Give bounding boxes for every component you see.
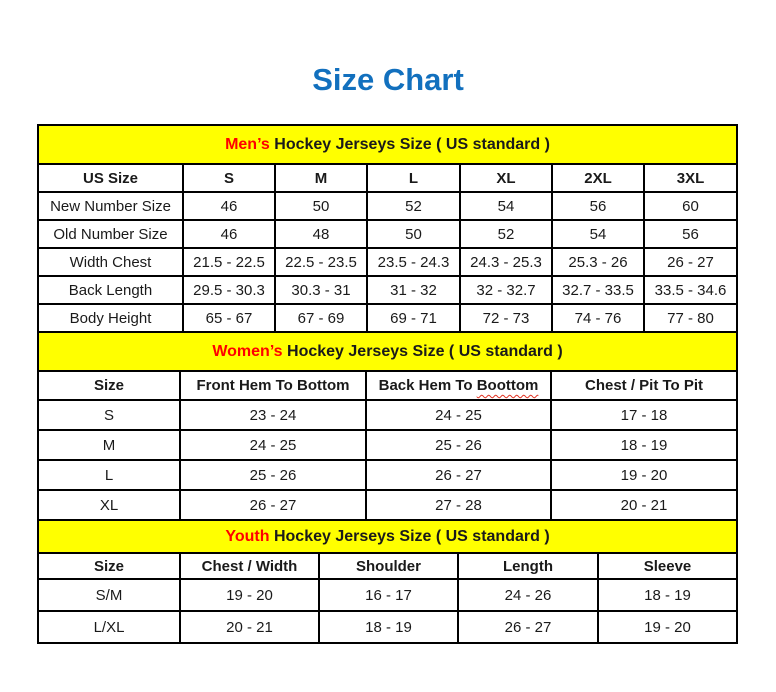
value-cell: 26 - 27 [458, 611, 598, 643]
column-header-cell: L [367, 164, 460, 192]
row-label-cell: S [38, 400, 180, 430]
row-label-cell: L [38, 460, 180, 490]
section-title-highlight: Men’s [225, 135, 270, 153]
value-cell: 16 - 17 [319, 579, 458, 611]
value-cell: 20 - 21 [551, 490, 737, 520]
value-cell: 25 - 26 [180, 460, 366, 490]
table-row [38, 430, 737, 460]
table-row [38, 276, 737, 304]
table-row [38, 579, 737, 611]
section-title-text: Hockey Jerseys Size ( US standard ) [282, 342, 563, 360]
section-title-text: Hockey Jerseys Size ( US standard ) [269, 527, 550, 545]
value-cell: 26 - 27 [644, 248, 737, 276]
column-header-cell: S [183, 164, 275, 192]
column-header-cell: Front Hem To Bottom [180, 371, 366, 400]
value-cell: 69 - 71 [367, 304, 460, 332]
column-header-cell: Chest / Width [180, 553, 319, 579]
column-header-cell: Size [38, 371, 180, 400]
value-cell: 67 - 69 [275, 304, 367, 332]
value-cell: 33.5 - 34.6 [644, 276, 737, 304]
column-header-cell: Shoulder [319, 553, 458, 579]
column-header-cell: XL [460, 164, 552, 192]
table-row [38, 611, 737, 643]
table-row [38, 460, 737, 490]
row-label-cell: Width Chest [38, 248, 183, 276]
value-cell: 29.5 - 30.3 [183, 276, 275, 304]
table-row [38, 248, 737, 276]
value-cell: 52 [460, 220, 552, 248]
value-cell: 46 [183, 192, 275, 220]
column-header-cell: 2XL [552, 164, 644, 192]
value-cell: 72 - 73 [460, 304, 552, 332]
value-cell: 21.5 - 22.5 [183, 248, 275, 276]
section-title-row [38, 332, 737, 371]
value-cell: 23 - 24 [180, 400, 366, 430]
section-title-highlight: Youth [225, 527, 270, 545]
value-cell: 18 - 19 [319, 611, 458, 643]
size-chart [37, 124, 737, 644]
section-title-row [38, 125, 737, 164]
value-cell: 19 - 20 [551, 460, 737, 490]
value-cell: 22.5 - 23.5 [275, 248, 367, 276]
value-cell: 65 - 67 [183, 304, 275, 332]
column-header-cell: M [275, 164, 367, 192]
column-header-text: Back Hem To [378, 377, 477, 394]
row-label-cell: S/M [38, 579, 180, 611]
value-cell: 54 [460, 192, 552, 220]
misspelled-word: Boottom [476, 377, 539, 394]
section-title [38, 125, 737, 164]
value-cell: 56 [644, 220, 737, 248]
section-title [38, 520, 737, 553]
column-header-cell: US Size [38, 164, 183, 192]
row-label-cell: L/XL [38, 611, 180, 643]
value-cell: 32.7 - 33.5 [552, 276, 644, 304]
row-label-cell: Body Height [38, 304, 183, 332]
column-header-cell: Sleeve [598, 553, 737, 579]
value-cell: 32 - 32.7 [460, 276, 552, 304]
column-header-cell: Length [458, 553, 598, 579]
value-cell: 20 - 21 [180, 611, 319, 643]
value-cell: 18 - 19 [598, 579, 737, 611]
table-row [38, 304, 737, 332]
value-cell: 60 [644, 192, 737, 220]
column-header-row [38, 164, 737, 192]
column-header-cell: Chest / Pit To Pit [551, 371, 737, 400]
row-label-cell: Old Number Size [38, 220, 183, 248]
value-cell: 56 [552, 192, 644, 220]
value-cell: 30.3 - 31 [275, 276, 367, 304]
table-row [38, 400, 737, 430]
value-cell: 26 - 27 [366, 460, 551, 490]
section-title-highlight: Women’s [212, 342, 283, 360]
value-cell: 77 - 80 [644, 304, 737, 332]
row-label-cell: New Number Size [38, 192, 183, 220]
column-header-cell: 3XL [644, 164, 737, 192]
value-cell: 18 - 19 [551, 430, 737, 460]
value-cell: 54 [552, 220, 644, 248]
value-cell: 48 [275, 220, 367, 248]
page-title: Size Chart [312, 62, 464, 97]
value-cell: 25 - 26 [366, 430, 551, 460]
row-label-cell: M [38, 430, 180, 460]
youth-size-table [37, 519, 738, 644]
value-cell: 23.5 - 24.3 [367, 248, 460, 276]
section-title [38, 332, 737, 371]
value-cell: 46 [183, 220, 275, 248]
value-cell: 26 - 27 [180, 490, 366, 520]
value-cell: 31 - 32 [367, 276, 460, 304]
section-title-text: Hockey Jerseys Size ( US standard ) [269, 135, 550, 153]
column-header-cell [366, 371, 551, 400]
value-cell: 24 - 26 [458, 579, 598, 611]
table-row [38, 490, 737, 520]
value-cell: 25.3 - 26 [552, 248, 644, 276]
value-cell: 52 [367, 192, 460, 220]
womens-size-table [37, 331, 738, 521]
column-header-row [38, 371, 737, 400]
row-label-cell: Back Length [38, 276, 183, 304]
value-cell: 17 - 18 [551, 400, 737, 430]
value-cell: 24 - 25 [366, 400, 551, 430]
mens-size-table [37, 124, 738, 333]
section-title-row [38, 520, 737, 553]
table-row [38, 220, 737, 248]
value-cell: 19 - 20 [598, 611, 737, 643]
value-cell: 19 - 20 [180, 579, 319, 611]
value-cell: 24 - 25 [180, 430, 366, 460]
column-header-row [38, 553, 737, 579]
value-cell: 50 [367, 220, 460, 248]
column-header-cell: Size [38, 553, 180, 579]
value-cell: 74 - 76 [552, 304, 644, 332]
value-cell: 24.3 - 25.3 [460, 248, 552, 276]
table-row [38, 192, 737, 220]
value-cell: 27 - 28 [366, 490, 551, 520]
value-cell: 50 [275, 192, 367, 220]
row-label-cell: XL [38, 490, 180, 520]
